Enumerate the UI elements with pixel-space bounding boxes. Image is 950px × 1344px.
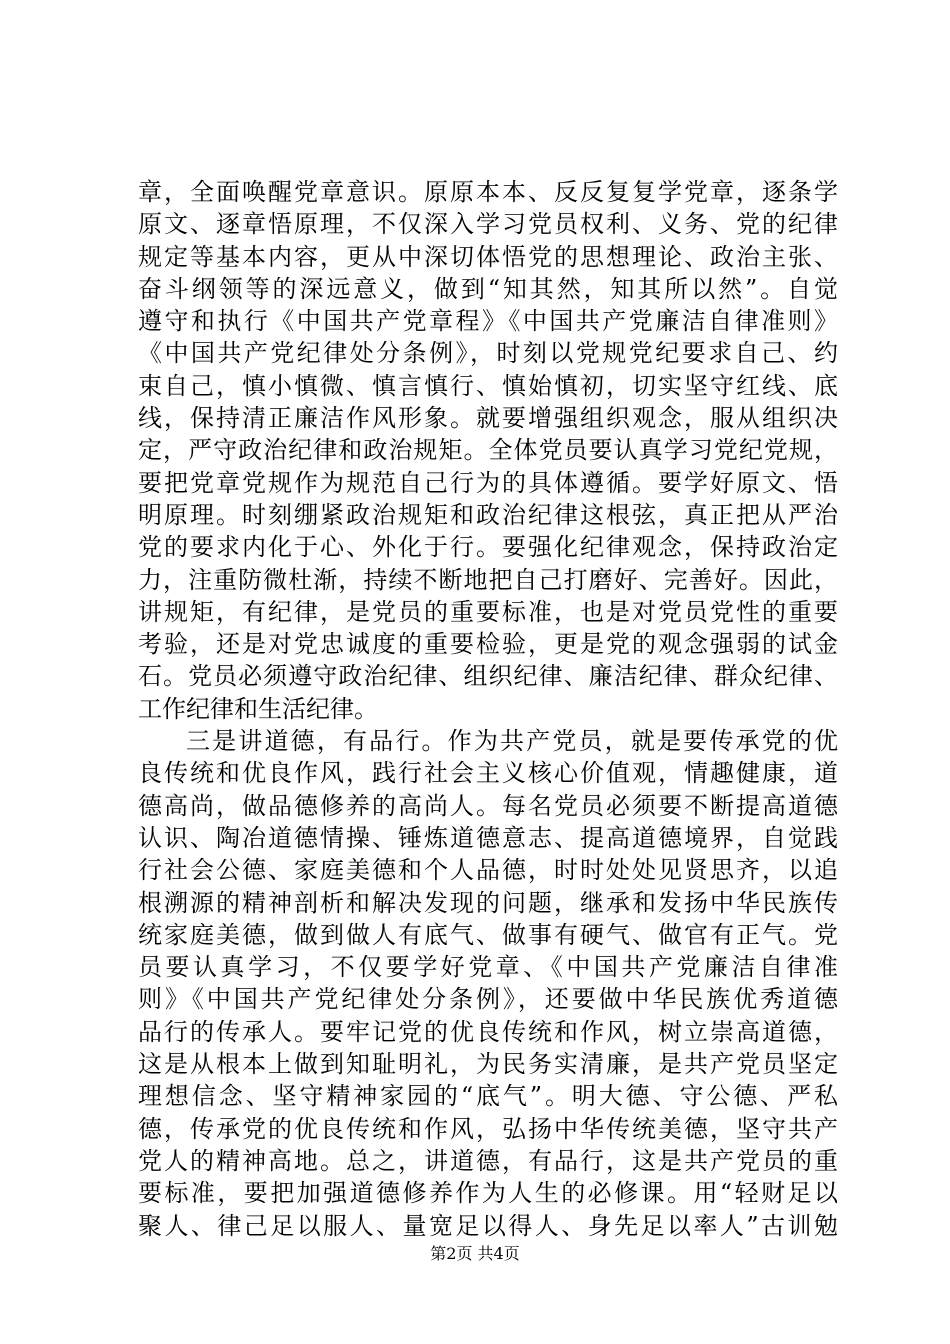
text-line: 要标准，要把加强道德修养作为人生的必修课。用“轻财足以	[138, 1179, 838, 1208]
paragraph	[138, 176, 838, 725]
text-line: 力，注重防微杜渐，持续不断地把自己打磨好、完善好。因此，	[138, 565, 838, 594]
text-line: 考验，还是对党忠诚度的重要检验，更是党的观念强弱的试金	[138, 630, 838, 659]
text-line: 这是从根本上做到知耻明礼，为民务实清廉，是共产党员坚定	[138, 1050, 838, 1079]
text-line: 定，严守政治纪律和政治规矩。全体党员要认真学习党纪党规，	[138, 436, 838, 465]
text-line: 讲规矩，有纪律，是党员的重要标准，也是对党员党性的重要	[138, 597, 838, 626]
text-line: 根溯源的精神剖析和解决发现的问题，继承和发扬中华民族传	[138, 888, 838, 917]
text-line: 理想信念、坚守精神家园的“底气”。明大德、守公德、严私	[138, 1082, 838, 1111]
page-number-footer: 第2页 共4页	[430, 1244, 520, 1263]
text-line: 品行的传承人。要牢记党的优良传统和作风，树立崇高道德，	[138, 1017, 838, 1046]
text-line: 行社会公德、家庭美德和个人品德，时时处处见贤思齐，以追	[138, 856, 838, 885]
text-line: 章，全面唤醒党章意识。原原本本、反反复复学党章，逐条学	[138, 178, 838, 206]
text-line: 党人的精神高地。总之，讲道德，有品行，这是共产党员的重	[138, 1146, 838, 1175]
text-line: 员要认真学习，不仅要学好党章、《中国共产党廉洁自律准	[138, 953, 838, 982]
text-line: 三是讲道德，有品行。作为共产党员，就是要传承党的优	[186, 727, 838, 756]
text-line: 奋斗纲领等的深远意义，做到“知其然，知其所以然”。自觉	[138, 274, 838, 303]
paragraph	[138, 725, 838, 1242]
text-line: 石。党员必须遵守政治纪律、组织纪律、廉洁纪律、群众纪律、	[138, 662, 838, 691]
text-line: 则》《中国共产党纪律处分条例》，还要做中华民族优秀道德	[138, 985, 838, 1014]
text-line: 遵守和执行《中国共产党章程》《中国共产党廉洁自律准则》	[138, 307, 838, 336]
text-line: 德高尚，做品德修养的高尚人。每名党员必须要不断提高道德	[138, 791, 838, 820]
document-body	[138, 176, 838, 1242]
text-line: 统家庭美德，做到做人有底气、做事有硬气、做官有正气。党	[138, 920, 838, 949]
text-line: 工作纪律和生活纪律。	[138, 694, 378, 723]
text-line: 束自己，慎小慎微、慎言慎行、慎始慎初，切实坚守红线、底	[138, 371, 838, 400]
text-line: 良传统和优良作风，践行社会主义核心价值观，情趣健康，道	[138, 759, 838, 788]
text-line: 德，传承党的优良传统和作风，弘扬中华传统美德，坚守共产	[138, 1114, 838, 1143]
text-line: 原文、逐章悟原理，不仅深入学习党员权利、义务、党的纪律	[138, 210, 838, 239]
text-line: 要把党章党规作为规范自己行为的具体遵循。要学好原文、悟	[138, 468, 838, 497]
text-line: 《中国共产党纪律处分条例》，时刻以党规党纪要求自己、约	[138, 339, 838, 368]
text-line: 规定等基本内容，更从中深切体悟党的思想理论、政治主张、	[138, 242, 838, 271]
text-line: 线，保持清正廉洁作风形象。就要增强组织观念，服从组织决	[138, 404, 838, 433]
text-line: 明原理。时刻绷紧政治规矩和政治纪律这根弦，真正把从严治	[138, 500, 838, 529]
text-line: 党的要求内化于心、外化于行。要强化纪律观念，保持政治定	[138, 533, 838, 562]
text-line: 聚人、律己足以服人、量宽足以得人、身先足以率人”古训勉	[138, 1211, 838, 1240]
text-line: 认识、陶冶道德情操、锤炼道德意志、提高道德境界，自觉践	[138, 823, 838, 852]
